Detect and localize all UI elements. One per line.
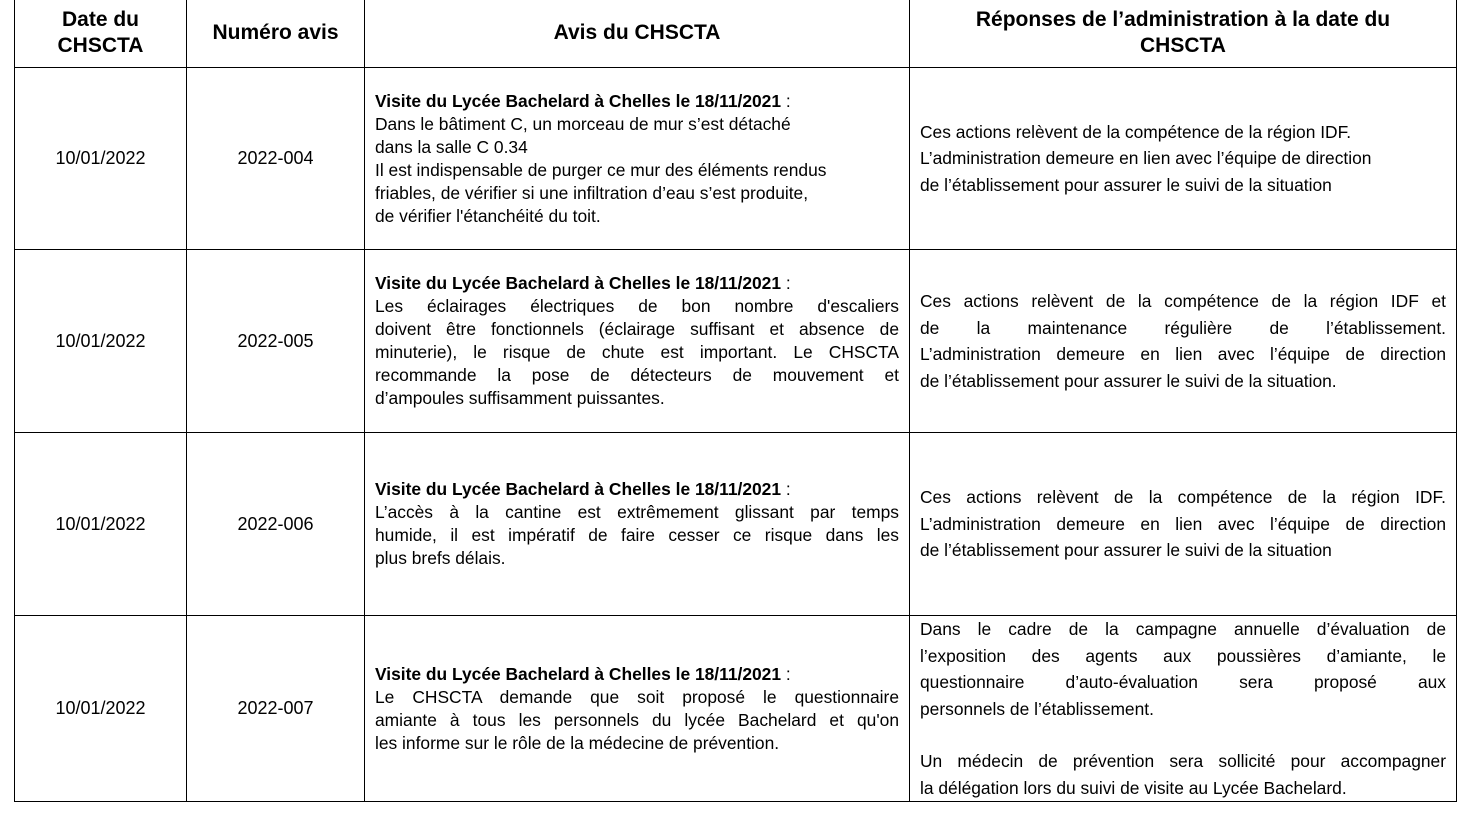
- reponse-line: la délégation lors du suivi de visite au Lycée Bachelard.: [920, 777, 1347, 798]
- date-cell: 10/01/2022: [15, 616, 187, 802]
- reponse-line: L’administration demeure en lien avec l’équipe de direction: [920, 344, 1446, 364]
- avis-line: les informe sur le rôle de la médecine de prévention.: [375, 732, 780, 753]
- reponse-line: Un médecin de prévention sera sollicité pour accompagner: [920, 751, 1446, 771]
- reponse-line: de l’établissement pour assurer le suivi de la situation: [920, 540, 1332, 561]
- avis-line: humide, il est impératif de faire cesser ce risque dans les: [375, 525, 899, 545]
- avis-sep: :: [781, 90, 791, 111]
- avis-line: de vérifier l'étanchéité du toit.: [375, 205, 601, 226]
- table-row: [15, 68, 1457, 250]
- reponse-line: personnels de l’établissement.: [920, 698, 1154, 719]
- header-numero: Numéro avis: [187, 0, 365, 68]
- avis-cell: [365, 433, 910, 616]
- avis-line: Les éclairages électriques de bon nombre d'escaliers: [375, 296, 899, 316]
- avis-title: Visite du Lycée Bachelard à Chelles le 18/11/2021: [375, 663, 782, 684]
- avis-cell: [365, 68, 910, 250]
- header-date-line: Date du: [61, 8, 139, 31]
- avis-line: friables, de vérifier si une infiltration d’eau s’est produite,: [375, 182, 809, 203]
- avis-sep: :: [781, 479, 791, 499]
- reponse-cell: [910, 250, 1457, 433]
- reponse-cell: [910, 68, 1457, 250]
- reponse-line: Ces actions relèvent de la compétence de la région IDF.: [920, 121, 1352, 142]
- reponse-line: Dans le cadre de la campagne annuelle d’évaluation de: [920, 619, 1446, 639]
- avis-line: amiante à tous les personnels du lycée Bachelard et qu'on: [375, 709, 899, 730]
- reponse-line: l’exposition des agents aux poussières d’amiante, le: [920, 645, 1446, 666]
- header-row: [15, 0, 1457, 68]
- reponse-line: L’administration demeure en lien avec l’équipe de direction: [920, 513, 1446, 534]
- avis-title: Visite du Lycée Bachelard à Chelles le 18/11/2021: [375, 479, 782, 499]
- header-date: [15, 0, 187, 68]
- avis-sep: :: [781, 273, 791, 293]
- table-row: [15, 433, 1457, 616]
- reponse-line: de l’établissement pour assurer le suivi de la situation: [920, 174, 1332, 195]
- reponse-line: Ces actions relèvent de la compétence de la région IDF et: [920, 291, 1446, 311]
- date-cell: 10/01/2022: [15, 68, 187, 250]
- reponse-cell: [910, 616, 1457, 802]
- reponse-line: L’administration demeure en lien avec l’équipe de direction: [920, 148, 1372, 169]
- avis-cell: [365, 616, 910, 802]
- reponse-line: Ces actions relèvent de la compétence de la région IDF.: [920, 487, 1446, 508]
- avis-title: Visite du Lycée Bachelard à Chelles le 18/11/2021: [375, 90, 782, 111]
- header-reponses: [910, 0, 1457, 68]
- reponse-line: questionnaire d’auto-évaluation sera proposé aux: [920, 672, 1446, 692]
- avis-line: minuterie), le risque de chute est important. Le CHSCTA: [375, 342, 899, 362]
- numero-cell: 2022-004: [187, 68, 365, 250]
- table-row: [15, 616, 1457, 802]
- avis-cell: [365, 250, 910, 433]
- reponse-line: de l’établissement pour assurer le suivi de la situation.: [920, 370, 1337, 391]
- header-reponses-line: CHSCTA: [1140, 34, 1226, 57]
- header-avis: Avis du CHSCTA: [365, 0, 910, 68]
- avis-line: Il est indispensable de purger ce mur des éléments rendus: [375, 159, 827, 180]
- avis-line: Dans le bâtiment C, un morceau de mur s’est détaché: [375, 113, 791, 134]
- avis-title: Visite du Lycée Bachelard à Chelles le 18/11/2021: [375, 273, 782, 293]
- avis-line: recommande la pose de détecteurs de mouvement et: [375, 365, 899, 385]
- reponse-line: de la maintenance régulière de l’établissement.: [920, 317, 1446, 338]
- date-cell: 10/01/2022: [15, 250, 187, 433]
- avis-line: Le CHSCTA demande que soit proposé le questionnaire: [375, 686, 899, 707]
- date-cell: 10/01/2022: [15, 433, 187, 616]
- avis-table: [14, 0, 1457, 802]
- numero-cell: 2022-005: [187, 250, 365, 433]
- numero-cell: 2022-007: [187, 616, 365, 802]
- reponse-cell: [910, 433, 1457, 616]
- avis-line: plus brefs délais.: [375, 548, 506, 568]
- table-row: [15, 250, 1457, 433]
- avis-line: dans la salle C 0.34: [375, 136, 528, 157]
- avis-line: doivent être fonctionnels (éclairage suffisant et absence de: [375, 319, 899, 339]
- paragraph-gap: [920, 722, 1446, 748]
- avis-line: L’accès à la cantine est extrêmement glissant par temps: [375, 502, 899, 522]
- header-reponses-line: Réponses de l’administration à la date du: [975, 8, 1391, 31]
- avis-line: d’ampoules suffisamment puissantes.: [375, 388, 665, 408]
- header-date-line: CHSCTA: [57, 34, 144, 57]
- numero-cell: 2022-006: [187, 433, 365, 616]
- avis-sep: :: [781, 663, 791, 684]
